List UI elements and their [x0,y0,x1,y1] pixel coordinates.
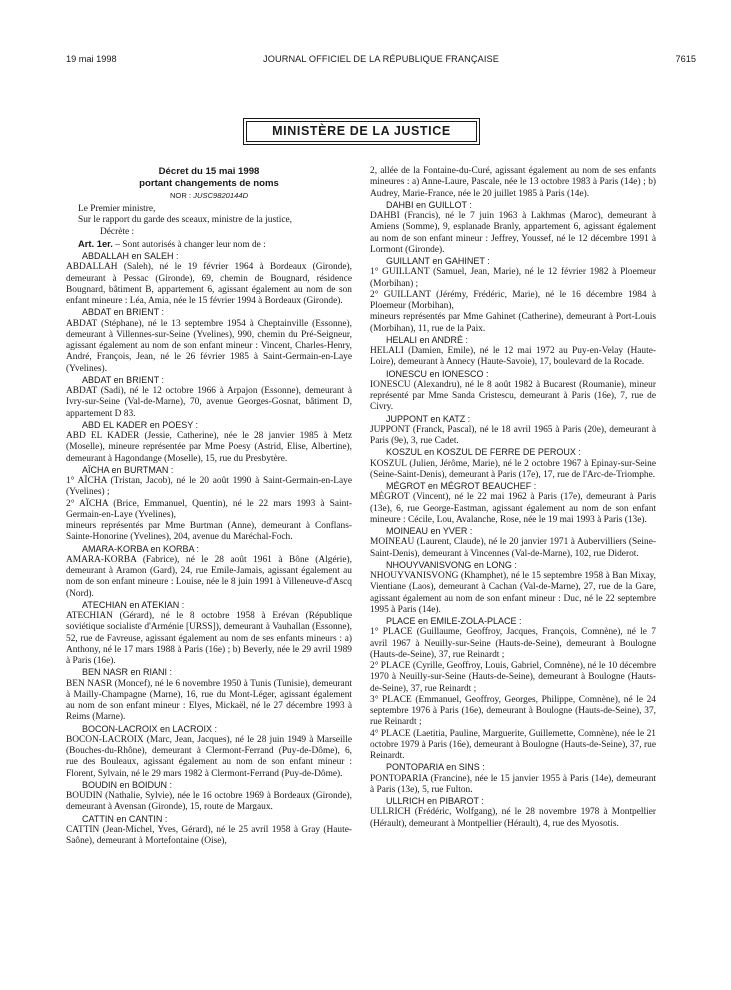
left-entries [66,251,352,847]
nor-value: JUSC9820144D [193,191,249,200]
name-change-entry: NHOUYVANISVONG (Khamphet), né le 15 septembre 1958 à Ban Mixay, Vientiane (Laos), demeurant à Cachan (Val-de-Marne), 27, rue de la Gare, agissant également au nom de son enfant mineur : Duc, né le 22 septembre 1995 à Paris (14e). [370,571,656,615]
header-page-number: 7615 [675,54,696,64]
name-change-entry: 2° GUILLANT (Jérémy, Frédéric, Marie), né le 16 décembre 1984 à Ploemeur (Morbihan), [370,289,656,311]
name-change-entry: mineurs représentés par Mme Burtman (Anne), demeurant à Conflans-Sainte-Honorine (Yvelines), 204, avenue du Maréchal-Foch. [66,521,352,543]
preamble-report: Sur le rapport du garde des sceaux, ministre de la justice, [78,215,292,226]
running-header [66,54,696,66]
name-change-heading: BOCON-LACROIX en LACROIX : [82,723,218,734]
name-change-entry: BEN NASR (Moncef), né le 6 novembre 1950 à Tunis (Tunisie), demeurant à Mailly-Champagne (Marne), 16, rue du Mont-Léger, agissant également au nom de son enfant mineur : Elyes, Mickaël, né le 27 décembre 1993 à Reims (Marne). [66,678,352,723]
header-date: 19 mai 1998 [66,54,117,64]
decree-nor [66,190,352,202]
name-change-entry: BOCON-LACROIX (Marc, Jean, Jacques), né le 28 juin 1949 à Marseille (Bouches-du-Rhône), demeurant à Clermont-Ferrand (Puy-de-Dôme), 6, rue des Bouleaux, agissant également au nom de son enfant mineur : Florent, Sylvain, né le 29 mars 1982 à Clermont-Ferrand (Puy-de-Dôme). [66,734,352,779]
name-change-entry: MÉGROT (Vincent), né le 22 mai 1962 à Paris (17e), demeurant à Paris (13e), 6, rue George-Eastman, agissant également au nom de son enfant mineure : Cécile, Lou, Avalanche, Rose, née le 19 mai 1993 à Paris (13e). [370,492,656,525]
name-change-entry: ABDALLAH (Saleh), né le 19 février 1964 à Bordeaux (Gironde), demeurant à Pessac (Gironde), 69, chemin de Bougnard, résidence Bougnard, bâtiment B, appartement 6, agissant également au nom de son enfant mineure : Léa, Amia, née le 15 février 1994 à Bordeaux (Gironde). [66,262,352,306]
name-change-heading: ULLRICH en PIBAROT : [386,796,484,806]
decree-title: Décret du 15 mai 1998 [158,166,260,177]
name-change-heading: MOINEAU en YVER : [386,526,473,536]
name-change-heading: NHOUYVANISVONG en LONG : [386,559,517,570]
article-text: – Sont autorisés à changer leur nom de : [112,239,266,250]
ministry-title: MINISTÈRE DE LA JUSTICE [246,121,477,142]
name-change-heading: DAHBI en GUILLOT : [386,199,472,210]
name-change-entry: ABDAT (Stéphane), né le 13 septembre 1954 à Cheptainville (Essonne), demeurant à Villennes-sur-Seine (Yvelines), 990, chemin du Pré-Seigneur, agissant également au nom de son enfant mineur : Vincent, Charles-Henry, André, François, Jean, né le 26 février 1985 à Saint-Germain-en-Laye (Yvelines). [66,318,352,374]
name-change-heading: ABDAT en BRIENT : [82,374,165,385]
name-change-heading: IONESCU en IONESCO : [386,368,489,379]
name-change-entry: 2, allée de la Fontaine-du-Curé, agissant également au nom de ses enfants mineures : a) Anne-Laure, Pascale, née le 13 octobre 1983 à Paris (14e) ; b) Audrey, Marie-France, née le 20 juillet 1985 à Paris (14e). [370,166,656,199]
decrete-label: Décrète : [100,226,135,237]
name-change-heading: AMARA-KORBA en KORBA : [82,543,200,554]
name-change-heading: GUILLANT en GAHINET : [386,256,490,266]
name-change-heading: AÏCHA en BURTMAN : [82,464,174,475]
name-change-heading: KOSZUL en KOSZUL DE FERRE DE PEROUX : [386,447,581,458]
name-change-heading: PLACE en EMILE-ZOLA-PLACE : [386,616,522,626]
name-change-entry: 3° PLACE (Emmanuel, Geoffroy, Georges, Philippe, Comnène), né le 24 septembre 1976 à Paris (16e), demeurant à Boulogne (Hauts-de-Seine), 37, rue Reinardt ; [370,694,656,728]
left-column [66,166,352,847]
name-change-heading: PONTOPARIA en SINS : [386,762,485,773]
name-change-heading: MÉGROT en MÉGROT BEAUCHEF : [386,481,537,491]
name-change-entry: JUPPONT (Franck, Pascal), né le 18 avril 1965 à Paris (20e), demeurant à Paris (9e), 3, rue Cadet. [370,424,656,446]
name-change-heading: ABD EL KADER en POESY : [82,419,199,430]
name-change-entry: 1° AÏCHA (Tristan, Jacob), né le 20 août 1990 à Saint-Germain-en-Laye (Yvelines) ; [66,476,352,498]
name-change-entry: 2° PLACE (Cyrille, Geoffroy, Louis, Gabriel, Comnène), né le 10 décembre 1970 à Neuilly-sur-Seine (Hauts-de-Seine), demeurant à Boulogne (Hauts-de-Seine), 37, rue Reinardt ; [370,661,656,694]
name-change-entry: IONESCU (Alexandru), né le 8 août 1982 à Bucarest (Roumanie), mineur représenté par Mme Sanda Cristescu, demeurant à Paris (16e), 7, rue de Civry. [370,379,656,413]
name-change-heading: HELALI en ANDRÉ : [386,334,469,345]
name-change-heading: ABDALLAH en SALEH : [82,251,179,261]
name-change-entry: HELALI (Damien, Emile), né le 12 mai 1972 au Puy-en-Velay (Haute-Loire), demeurant à Annecy (Haute-Savoie), 17, boulevard de la Rocade. [370,346,656,368]
name-change-entry: BOUDIN (Nathalie, Sylvie), née le 16 octobre 1969 à Bordeaux (Gironde), demeurant à Avensan (Gironde), 15, route de Margaux. [66,791,352,813]
name-change-heading: BOUDIN en BOIDUN : [82,779,173,790]
name-change-entry: ULLRICH (Frédéric, Wolfgang), né le 28 novembre 1978 à Montpellier (Hérault), demeurant à Montpellier (Hérault), 4, rue des Myosotis. [370,807,656,829]
name-change-heading: JUPPONT en KATZ : [386,413,471,424]
name-change-entry: MOINEAU (Laurent, Claude), né le 20 janvier 1971 à Aubervilliers (Seine-Saint-Denis), demeurant à Vincennes (Val-de-Marne), 102, rue Diderot. [370,537,656,559]
name-change-entry: ABDAT (Sadi), né le 12 octobre 1966 à Arpajon (Essonne), demeurant à Ivry-sur-Seine (Val-de-Marne), 70, avenue Georges-Gosnat, bâtiment D, appartement D 83. [66,386,352,419]
name-change-entry: PONTOPARIA (Francine), née le 15 janvier 1955 à Paris (14e), demeurant à Paris (13e), 5, rue Fulton. [370,773,656,795]
name-change-heading: CATTIN en CANTIN : [82,813,168,824]
right-column [370,166,656,830]
name-change-entry: AMARA-KORBA (Fabrice), né le 28 août 1961 à Bône (Algérie), demeurant à Aramon (Gard), 24, rue Emile-Jamais, agissant également au nom de son enfant mineure : Louise, née le 8 juin 1991 à Villeneuve-d'Ascq (Nord). [66,554,352,599]
preamble-prime-minister: Le Premier ministre, [78,204,156,214]
name-change-entry: ATECHIAN (Gérard), né le 8 octobre 1958 à Erévan (République soviétique socialiste d'Arménie [URSS]), demeurant à Vauhallan (Essonne), 52, rue de Favreuse, agissant également au nom de ses enfants mineurs : a) Anthony, né le 17 mars 1988 à Paris (16e) ; b) Beverly, née le 29 avril 1989 à Paris (16e). [66,611,352,666]
name-change-entry: DAHBI (Francis), né le 7 juin 1963 à Lakhmas (Maroc), demeurant à Amiens (Somme), 9, esplanade Branly, appartement 6, agissant également au nom de son enfant mineur : Jeffrey, Youssef, né le 12 décembre 1991 à Lormont (Gironde). [370,211,656,255]
name-change-entry: 2° AÏCHA (Brice, Emmanuel, Quentin), né le 22 mars 1993 à Saint-Germain-en-Laye (Yvelines), [66,498,352,520]
name-change-entry: KOSZUL (Julien, Jérôme, Marie), né le 2 octobre 1967 à Epinay-sur-Seine (Seine-Saint-Denis), demeurant à Paris (17e), 17, rue de l'Arc-de-Triomphe. [370,458,656,480]
name-change-heading: ATECHIAN en ATEKIAN : [82,599,185,610]
article-label: Art. 1er. [78,237,113,249]
nor-label: NOR : [169,191,192,200]
ministry-box [243,118,480,145]
right-entries [370,166,656,830]
header-journal-title: JOURNAL OFFICIEL DE LA RÉPUBLIQUE FRANÇAISE [263,54,499,64]
name-change-heading: BEN NASR en RIANI : [82,667,173,678]
name-change-entry: mineurs représentés par Mme Gahinet (Catherine), demeurant à Port-Louis (Morbihan), 11, rue de la Paix. [370,312,656,334]
article-1 [66,238,352,251]
name-change-entry: 1° GUILLANT (Samuel, Jean, Marie), né le 12 février 1982 à Ploemeur (Morbihan) ; [370,267,656,289]
name-change-entry: 1° PLACE (Guillaume, Geoffroy, Jacques, François, Comnène), né le 7 avril 1967 à Neuilly-sur-Seine (Hauts-de-Seine), demeurant à Boulogne (Hauts-de-Seine), 37, rue Reinardt ; [370,627,656,660]
name-change-entry: CATTIN (Jean-Michel, Yves, Gérard), né le 25 avril 1958 à Gray (Haute-Saône), demeurant à Mortefontaine (Oise), [66,824,352,846]
name-change-heading: ABDAT en BRIENT : [82,307,165,318]
name-change-entry: ABD EL KADER (Jessie, Catherine), née le 28 janvier 1985 à Metz (Moselle), mineure représentée par Mme Poesy (Astrid, Elise, Albertine), demeurant à Hagondange (Moselle), 15, rue du Presbytère. [66,431,352,464]
name-change-entry: 4° PLACE (Laetitia, Pauline, Marguerite, Guillemette, Comnène), née le 21 octobre 1979 à Paris (16e), demeurant à Boulogne (Hauts-de-Seine), 37, rue Reinardt. [370,728,656,761]
decree-subtitle: portant changements de noms [139,178,279,189]
